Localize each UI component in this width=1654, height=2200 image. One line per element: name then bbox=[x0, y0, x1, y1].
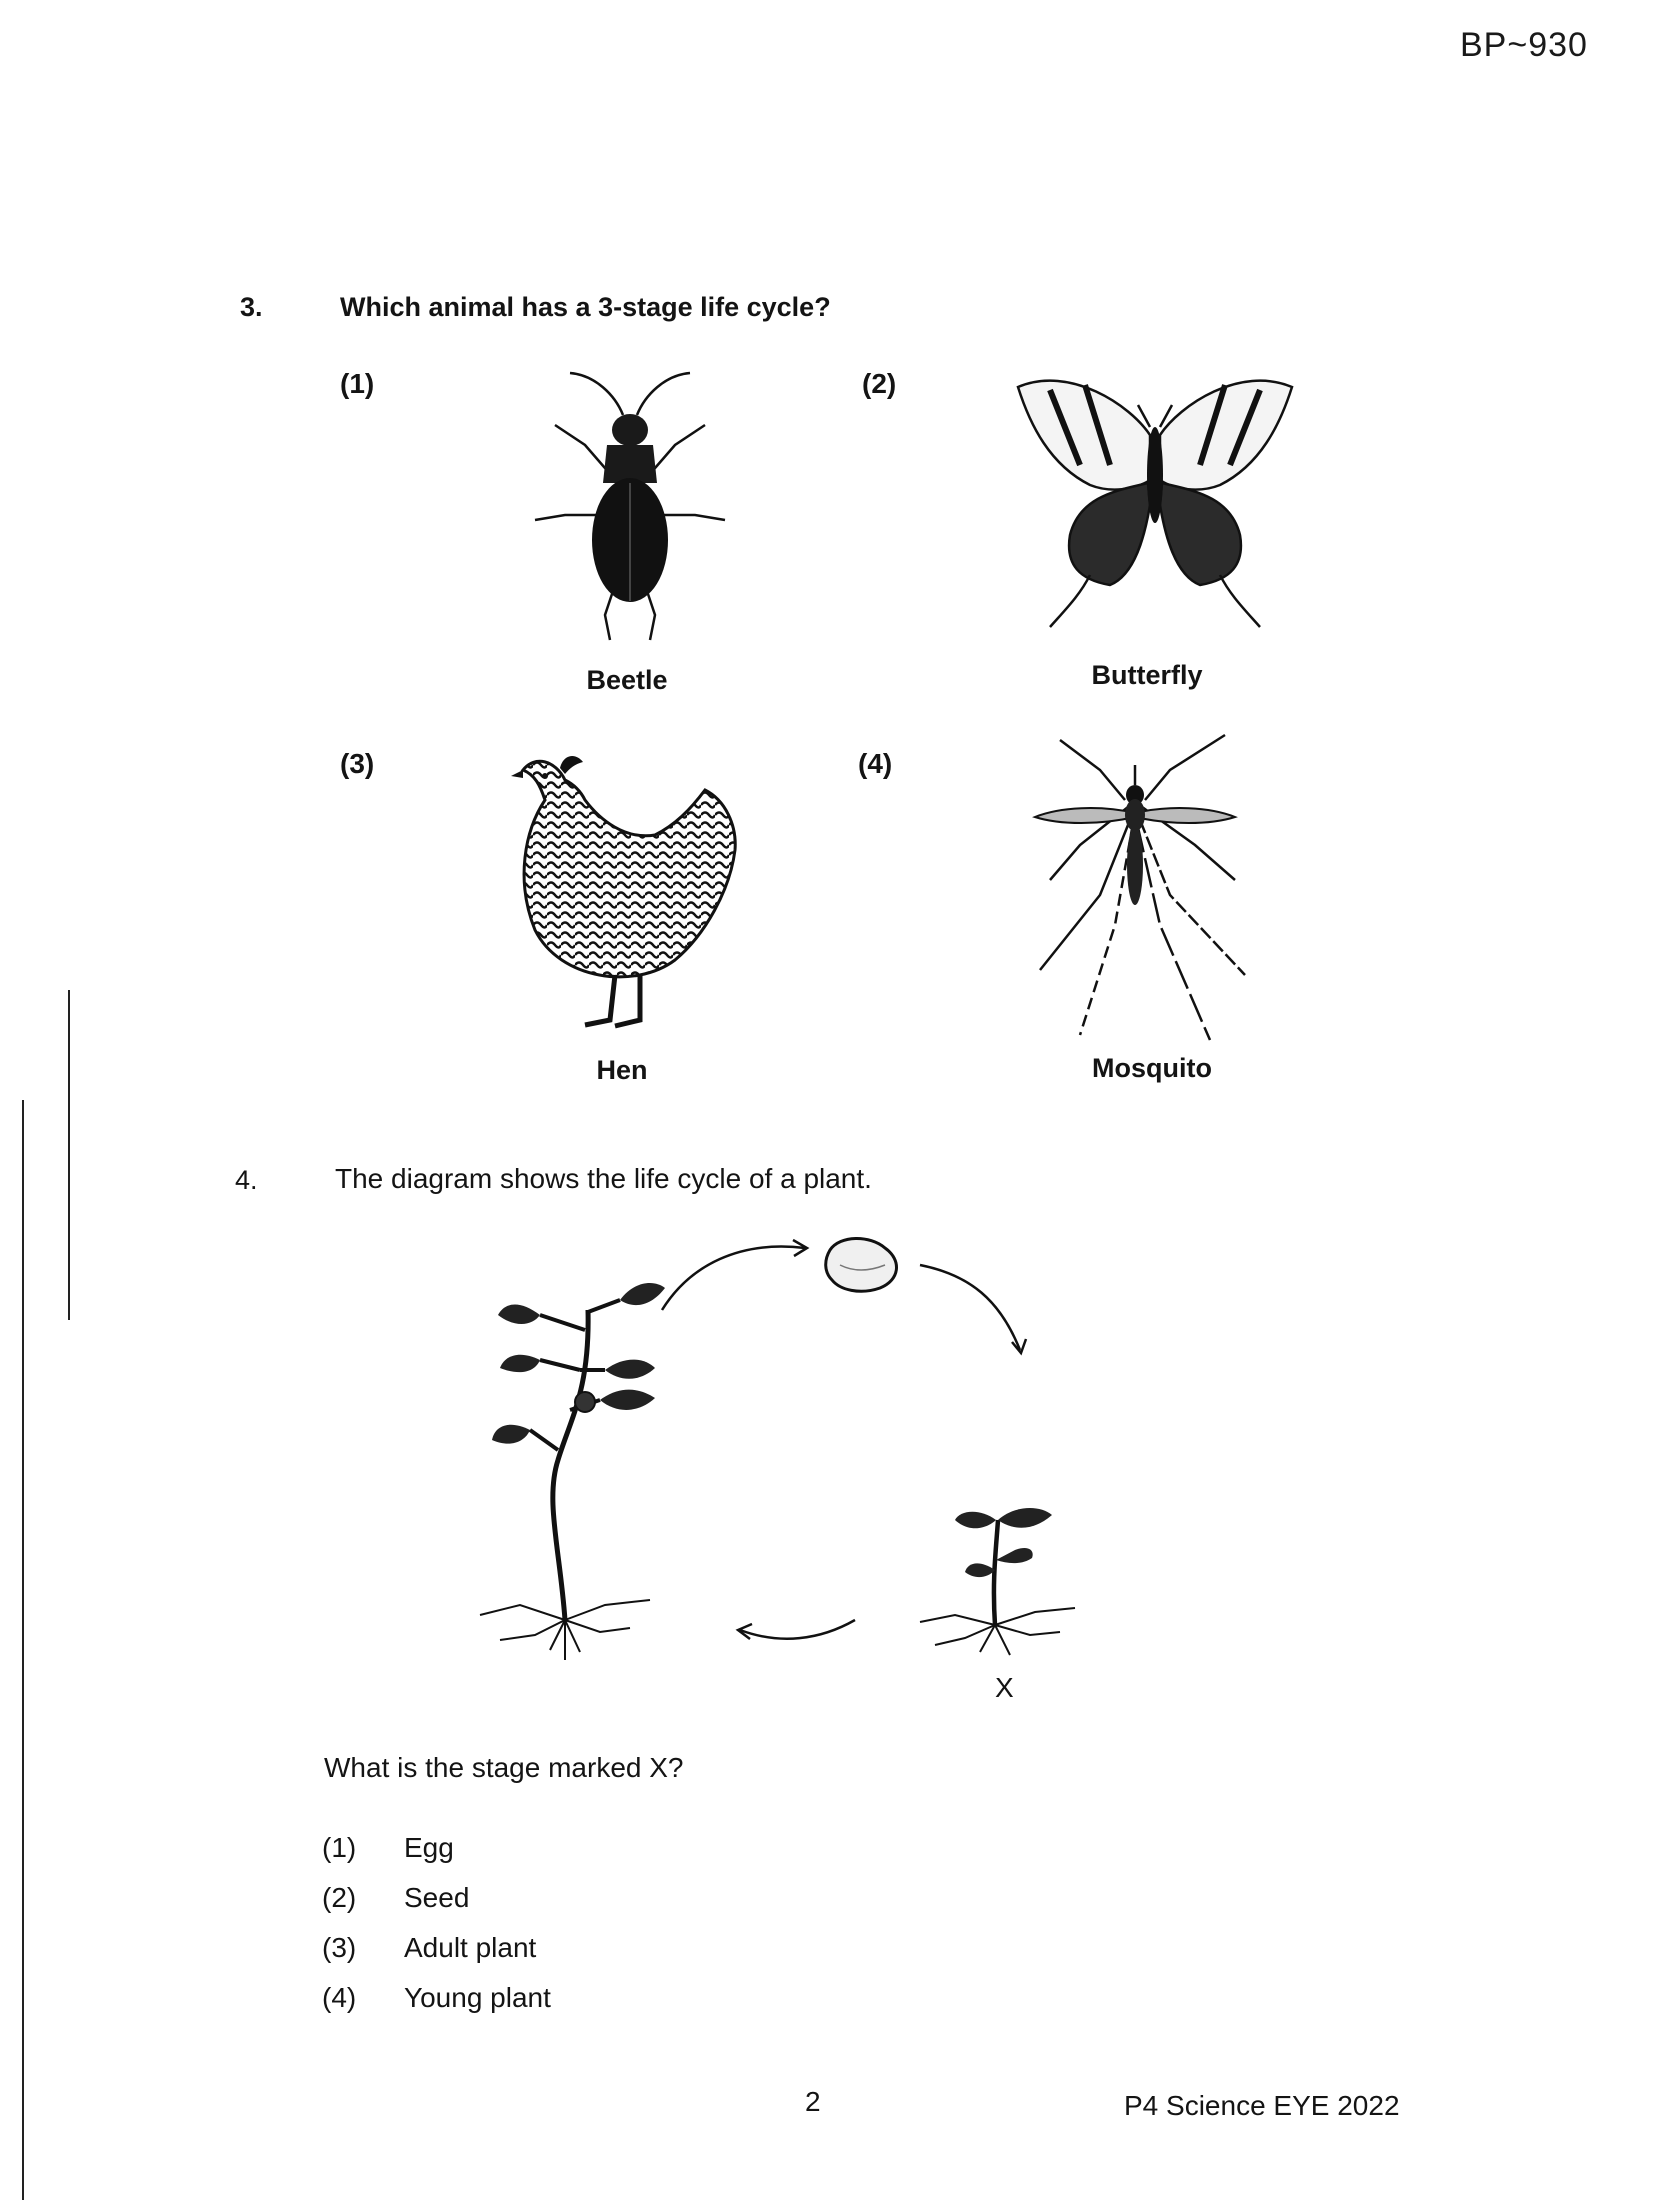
q4-choice-1-text[interactable]: Egg bbox=[404, 1832, 454, 1863]
q3-option-2-number[interactable]: (2) bbox=[862, 368, 897, 399]
question-3-number: 3. bbox=[240, 292, 263, 322]
q3-option-3-label: Hen bbox=[596, 1055, 648, 1085]
paper-code: BP~930 bbox=[1460, 26, 1588, 64]
margin-line bbox=[68, 990, 70, 1320]
adult-plant-icon bbox=[480, 1283, 665, 1660]
q3-option-4-label: Mosquito bbox=[1092, 1053, 1212, 1083]
q4-choice-4-number[interactable]: (4) bbox=[322, 1982, 357, 2013]
q3-option-3-number[interactable]: (3) bbox=[340, 748, 375, 779]
question-4-text: What is the stage marked X? bbox=[324, 1752, 684, 1783]
q4-choice-4-text[interactable]: Young plant bbox=[404, 1982, 551, 2013]
q4-choice-2-number[interactable]: (2) bbox=[322, 1882, 357, 1913]
seed-icon bbox=[826, 1238, 897, 1291]
q3-option-2-label: Butterfly bbox=[1091, 660, 1203, 690]
q4-choice-1-number[interactable]: (1) bbox=[322, 1832, 357, 1863]
q4-choice-3-text[interactable]: Adult plant bbox=[404, 1932, 537, 1963]
beetle-icon bbox=[515, 365, 745, 650]
butterfly-icon bbox=[1010, 365, 1300, 635]
question-4-number: 4. bbox=[235, 1165, 258, 1195]
q4-choice-2-text[interactable]: Seed bbox=[404, 1882, 470, 1913]
q3-option-1-label: Beetle bbox=[586, 665, 668, 695]
q3-option-1-number[interactable]: (1) bbox=[340, 368, 375, 399]
stage-x-marker: X bbox=[995, 1672, 1014, 1703]
hen-icon bbox=[505, 740, 745, 1040]
q4-choice-3-number[interactable]: (3) bbox=[322, 1932, 357, 1963]
question-3-text: Which animal has a 3-stage life cycle? bbox=[340, 292, 831, 322]
footer-text: P4 Science EYE 2022 bbox=[1124, 2090, 1400, 2121]
q3-option-4-number[interactable]: (4) bbox=[858, 748, 893, 779]
young-plant-icon bbox=[920, 1508, 1075, 1655]
page-number: 2 bbox=[805, 2086, 821, 2117]
mosquito-icon bbox=[1020, 735, 1270, 1045]
plant-life-cycle-diagram bbox=[440, 1220, 1120, 1670]
cycle-arrows bbox=[662, 1240, 1026, 1639]
question-4-intro: The diagram shows the life cycle of a plant. bbox=[335, 1163, 872, 1194]
margin-line bbox=[22, 1100, 24, 2200]
